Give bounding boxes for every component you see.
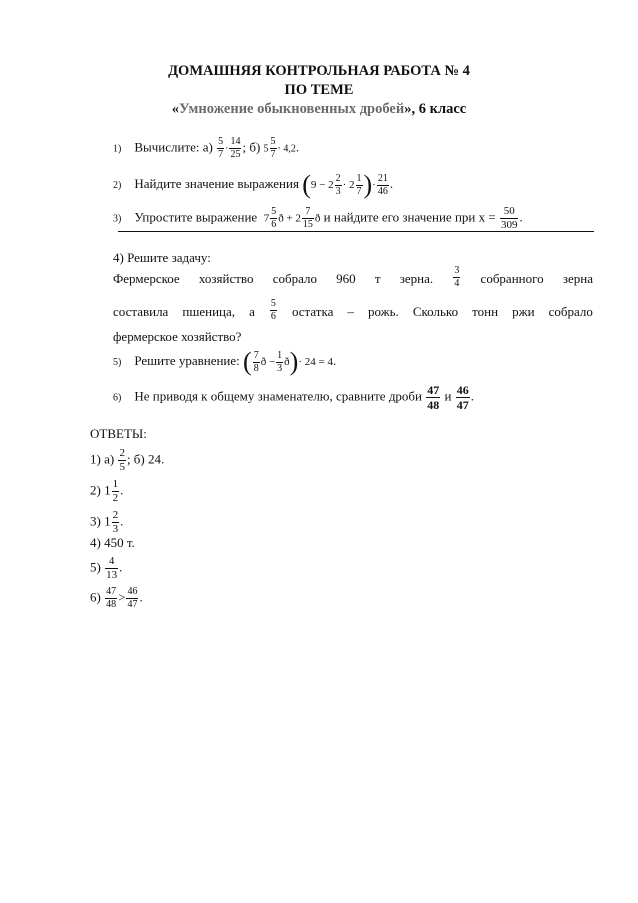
task-4-header: 4) Решите задачу: xyxy=(113,250,211,265)
task-number: 1) xyxy=(113,143,122,155)
task-6: 6) Не приводя к общему знаменателю, сравните дроби $\frac{47}{48}$ и $\frac{46}{47}$ . xyxy=(113,383,474,412)
title-line-2: ПО ТЕМЕ xyxy=(284,82,354,98)
title-line-1: ДОМАШНЯЯ КОНТРОЛЬНАЯ РАБОТА № 4 xyxy=(168,63,470,79)
fraction: $\frac{7}{8}$ xyxy=(253,349,259,374)
answer-1: 1) а) $\frac{2}{5}$ ; б) 24. xyxy=(90,447,165,473)
divider-line xyxy=(118,231,594,232)
fraction: $\frac{14}{25}$ xyxy=(230,136,241,160)
fraction: $\frac{7}{15}$ xyxy=(302,206,313,230)
fraction: $\frac{2}{5}$ xyxy=(119,447,125,473)
title-topic: Умножение обыкновенных дробей xyxy=(179,101,405,117)
fraction: $\frac{5}{6}$ xyxy=(270,298,276,322)
task-5: 5) Решите уравнение: ( $\frac{7}{8}$ ð − $\frac{1}{3}$ ð)· 24 = 4. xyxy=(113,347,337,376)
fraction: $\frac{46}{47}$ xyxy=(127,586,138,610)
fraction: $\frac{1}{2}$ xyxy=(112,478,119,504)
task-number: 6) xyxy=(113,392,122,404)
answer-2: 2) 1 $\frac{1}{2}$ . xyxy=(90,478,124,504)
task-3: 3) Упростите выражение 7 $\frac{5}{6}$ ð + 2 $\frac{7}{15}$ ð и найдите его значение при х = $\frac{50}{309}$ . xyxy=(113,205,523,231)
fraction: $\frac{2}{3}$ xyxy=(335,172,341,197)
title-line-3 xyxy=(0,101,638,118)
task-label: Решите уравнение: xyxy=(134,352,240,368)
task-label: Найдите значение выражения xyxy=(134,175,299,191)
task-number: 3) xyxy=(113,213,122,225)
task-label: Упростите выражение xyxy=(134,209,258,225)
task-1: 1) Вычислите: а) $\frac{5}{7}$ · $\frac{14}{25}$ ; б) 5 $\frac{5}{7}$ · 4,2. xyxy=(113,136,300,160)
task-4-line-2: составила пшеница, а $\frac{5}{6}$ остатка – рожь. Сколько тонн ржи собрало xyxy=(113,298,593,322)
answers-header: ОТВЕТЫ: xyxy=(90,426,147,441)
fraction: $\frac{5}{7}$ xyxy=(270,136,276,160)
answer-4: 4) 450 т. xyxy=(90,535,135,550)
fraction: $\frac{21}{46}$ xyxy=(377,172,388,197)
fraction: $\frac{1}{7}$ xyxy=(356,172,362,197)
fraction: $\frac{5}{7}$ xyxy=(218,136,224,160)
fraction: $\frac{4}{13}$ xyxy=(106,555,118,581)
fraction: $\frac{5}{6}$ xyxy=(271,206,277,230)
task-4-line-3: фермерское хозяйство? xyxy=(113,329,242,344)
fraction: $\frac{2}{3}$ xyxy=(112,509,119,535)
task-4-line-1: Фермерское хозяйство собрало 960 т зерна. $\frac{3}{4}$ собранного зерна xyxy=(113,265,593,289)
fraction: $\frac{47}{48}$ xyxy=(106,586,117,610)
answer-6: 6) $\frac{47}{48}$ > $\frac{46}{47}$ . xyxy=(90,586,143,610)
title-quote-open: « xyxy=(171,101,180,117)
task-number: 2) xyxy=(113,179,122,191)
answer-3: 3) 1 $\frac{2}{3}$ . xyxy=(90,509,124,535)
fraction: $\frac{46}{47}$ xyxy=(456,383,469,412)
task-2: 2) Найдите значение выражения (9 − 2 $\frac{2}{3}$ · 2 $\frac{1}{7}$ )· $\frac{21}{46}$ . xyxy=(113,170,394,199)
fraction: $\frac{1}{3}$ xyxy=(277,349,283,374)
fraction: $\frac{3}{4}$ xyxy=(454,265,460,289)
fraction: $\frac{50}{309}$ xyxy=(500,205,518,231)
task-label: Не приводя к общему знаменателю, сравните дроби xyxy=(134,388,423,404)
fraction: $\frac{47}{48}$ xyxy=(427,383,440,412)
title-grade: », 6 класс xyxy=(404,101,467,117)
answer-5: 5) $\frac{4}{13}$ . xyxy=(90,555,123,581)
task-number: 5) xyxy=(113,356,122,368)
task-label: Вычислите: а) xyxy=(134,139,213,155)
